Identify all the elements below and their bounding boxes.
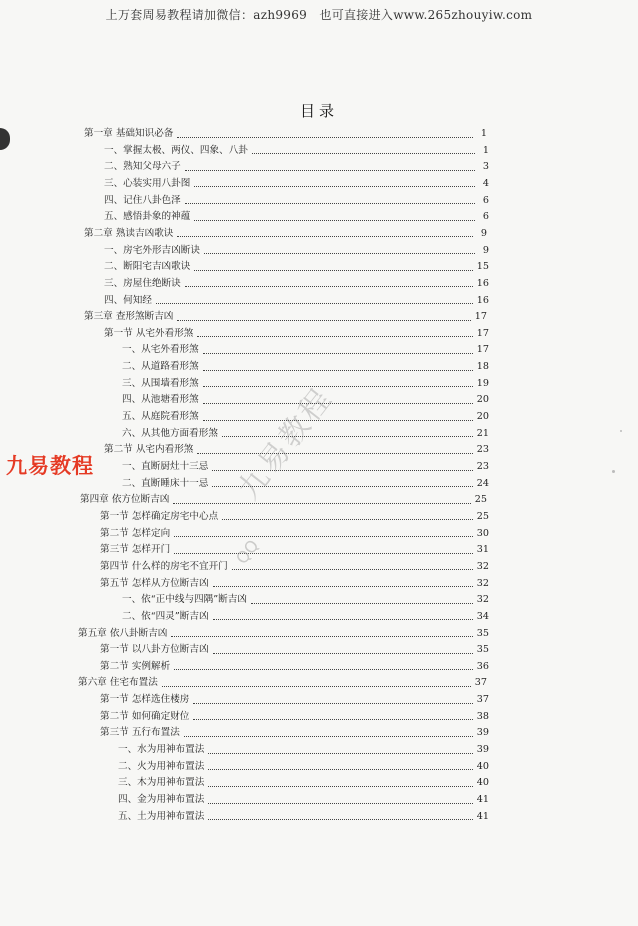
toc-entry-page: 32 bbox=[476, 560, 489, 572]
toc-entry-section[interactable] bbox=[100, 692, 489, 708]
scan-speck bbox=[620, 430, 622, 432]
toc-entry-title: 六、从其他方面看形煞 bbox=[122, 427, 218, 439]
toc-leader-dots bbox=[174, 669, 473, 670]
scan-edge-mark bbox=[0, 128, 10, 150]
toc-entry-title: 第四章 依方位断吉凶 bbox=[80, 494, 170, 506]
toc-entry-page: 35 bbox=[476, 644, 489, 656]
toc-entry-page: 20 bbox=[476, 411, 489, 423]
toc-leader-dots bbox=[208, 786, 472, 787]
toc-entry-chapter-5[interactable] bbox=[78, 626, 489, 642]
toc-entry-title: 四、从池塘看形煞 bbox=[122, 394, 199, 406]
toc-entry[interactable] bbox=[104, 176, 489, 192]
toc-entry-page: 34 bbox=[476, 610, 489, 622]
toc-leader-dots bbox=[213, 619, 473, 620]
toc-entry-chapter-6[interactable] bbox=[78, 675, 487, 691]
toc-entry-section[interactable] bbox=[100, 576, 489, 592]
toc-leader-dots bbox=[194, 270, 472, 271]
toc-entry-page: 1 bbox=[480, 128, 487, 139]
toc-entry-title: 第一节 从宅外看形煞 bbox=[104, 327, 194, 339]
toc-leader-dots bbox=[232, 569, 473, 570]
toc-entry-title: 五、感悟卦象的神蕴 bbox=[104, 211, 191, 223]
toc-entry-page: 39 bbox=[476, 744, 489, 756]
toc-entry-section[interactable] bbox=[100, 642, 489, 658]
toc-leader-dots bbox=[208, 803, 472, 804]
toc-entry-chapter-4[interactable] bbox=[80, 492, 487, 508]
toc-entry-title: 第二节 怎样定向 bbox=[100, 527, 171, 539]
toc-entry-page: 18 bbox=[476, 361, 489, 373]
toc-entry-title: 第一节 怎样选住楼房 bbox=[100, 694, 190, 706]
toc-entry-title: 第一章 基础知识必备 bbox=[84, 128, 174, 139]
toc-entry[interactable] bbox=[118, 792, 489, 808]
toc-entry[interactable] bbox=[104, 143, 489, 159]
toc-leader-dots bbox=[213, 586, 473, 587]
toc-entry-title: 第三节 怎样开门 bbox=[100, 544, 171, 556]
toc-leader-dots bbox=[204, 253, 475, 254]
toc-leader-dots bbox=[177, 320, 470, 321]
toc-leader-dots bbox=[185, 286, 473, 287]
toc-leader-dots bbox=[174, 553, 473, 554]
toc-entry-title: 三、从围墙看形煞 bbox=[122, 377, 199, 389]
toc-entry-page: 4 bbox=[482, 177, 489, 189]
toc-entry-title: 一、房宅外形吉凶断诀 bbox=[104, 244, 200, 256]
toc-entry-title: 第三章 查形煞断吉凶 bbox=[84, 311, 174, 323]
toc-entry-page: 32 bbox=[476, 594, 489, 606]
toc-entry-page: 41 bbox=[476, 794, 489, 805]
toc-entry-section[interactable] bbox=[104, 326, 489, 342]
toc-entry-title: 第四节 什么样的房宅不宜开门 bbox=[100, 560, 228, 572]
toc-entry-page: 40 bbox=[476, 777, 489, 789]
toc-entry[interactable] bbox=[104, 243, 489, 259]
toc-entry-title: 四、金为用神布置法 bbox=[118, 794, 205, 805]
toc-entry-section[interactable] bbox=[100, 709, 489, 725]
toc-leader-dots bbox=[194, 220, 475, 221]
toc-entry-title: 四、何知经 bbox=[104, 294, 152, 306]
toc-entry[interactable] bbox=[104, 259, 489, 275]
toc-entry-page: 9 bbox=[482, 244, 489, 256]
toc-leader-dots bbox=[203, 370, 473, 371]
toc-entry-page: 30 bbox=[476, 527, 489, 539]
toc-leader-dots bbox=[208, 769, 472, 770]
toc-entry-page: 31 bbox=[476, 544, 489, 556]
toc-leader-dots bbox=[171, 636, 472, 637]
toc-entry-section[interactable] bbox=[100, 725, 489, 741]
toc-entry[interactable] bbox=[122, 359, 489, 375]
page-header-notice: 上万套周易教程请加微信：azh9969 也可直接进入www.265zhouyiw.com bbox=[105, 8, 533, 22]
toc-entry-title: 三、木为用神布置法 bbox=[118, 777, 205, 789]
toc-entry-page: 36 bbox=[476, 660, 489, 672]
toc-entry-page: 15 bbox=[476, 261, 489, 273]
toc-entry[interactable] bbox=[118, 759, 489, 775]
toc-leader-dots bbox=[252, 153, 475, 154]
toc-entry-title: 第一节 以八卦方位断吉凶 bbox=[100, 644, 209, 656]
toc-entry-title: 第五节 怎样从方位断吉凶 bbox=[100, 577, 209, 589]
toc-entry-title: 第二节 从宅内看形煞 bbox=[104, 444, 194, 456]
toc-entry-title: 一、从宅外看形煞 bbox=[122, 344, 199, 356]
toc-entry[interactable] bbox=[122, 342, 489, 358]
jiuyi-logo: 九易教程 bbox=[6, 454, 94, 478]
scan-speck bbox=[612, 470, 615, 473]
toc-entry-chapter-2[interactable] bbox=[84, 226, 487, 242]
toc-entry-title: 第六章 住宅布置法 bbox=[78, 677, 158, 689]
toc-leader-dots bbox=[174, 536, 473, 537]
toc-leader-dots bbox=[203, 386, 473, 387]
toc-entry[interactable] bbox=[122, 609, 489, 625]
toc-entry[interactable] bbox=[104, 209, 489, 225]
toc-leader-dots bbox=[213, 653, 473, 654]
toc-entry[interactable] bbox=[104, 293, 489, 309]
toc-entry-title: 一、直断厨灶十三忌 bbox=[122, 461, 209, 472]
toc-entry-title: 第二节 实例解析 bbox=[100, 660, 171, 672]
toc-entry-page: 39 bbox=[476, 727, 489, 739]
toc-entry-title: 二、熟知父母六子 bbox=[104, 161, 181, 173]
toc-leader-dots bbox=[162, 686, 471, 687]
toc-entry-title: 五、从庭院看形煞 bbox=[122, 411, 199, 423]
toc-entry-page: 40 bbox=[476, 760, 489, 772]
toc-leader-dots bbox=[222, 519, 473, 520]
toc-leader-dots bbox=[177, 236, 473, 237]
toc-entry-section[interactable] bbox=[100, 659, 489, 675]
toc-entry-page: 25 bbox=[474, 494, 487, 506]
toc-entry-page: 23 bbox=[476, 444, 489, 456]
toc-entry-title: 三、房屋住绝断诀 bbox=[104, 277, 181, 289]
toc-leader-dots bbox=[208, 753, 472, 754]
toc-entry[interactable] bbox=[118, 809, 489, 825]
toc-entry-title: 一、依“正中线与四隅”断吉凶 bbox=[122, 594, 247, 606]
toc-entry[interactable] bbox=[104, 193, 489, 209]
toc-entry-title: 二、断阳宅吉凶歌诀 bbox=[104, 261, 191, 273]
toc-leader-dots bbox=[251, 603, 473, 604]
toc-entry[interactable] bbox=[118, 775, 489, 791]
toc-entry-page: 41 bbox=[476, 810, 489, 822]
toc-leader-dots bbox=[193, 703, 472, 704]
toc-leader-dots bbox=[156, 303, 473, 304]
watermark-qq-text: QQ bbox=[232, 536, 263, 568]
toc-leader-dots bbox=[194, 186, 475, 187]
toc-entry-page: 17 bbox=[476, 344, 489, 356]
toc-entry[interactable] bbox=[104, 159, 489, 175]
toc-leader-dots bbox=[177, 137, 473, 138]
toc-leader-dots bbox=[184, 736, 473, 737]
toc-entry-title: 一、掌握太极、两仪、四象、八卦 bbox=[104, 144, 248, 156]
toc-entry-page: 20 bbox=[476, 394, 489, 406]
toc-entry-chapter-1[interactable] bbox=[84, 126, 487, 142]
toc-entry-title: 五、土为用神布置法 bbox=[118, 810, 205, 822]
toc-entry-title: 第二节 如何确定财位 bbox=[100, 710, 190, 722]
toc-entry-title: 第二章 熟读吉凶歌诀 bbox=[84, 227, 174, 239]
toc-entry[interactable] bbox=[122, 476, 489, 492]
toc-leader-dots bbox=[197, 336, 472, 337]
toc-entry-page: 23 bbox=[476, 461, 489, 472]
toc-leader-dots bbox=[185, 170, 475, 171]
toc-entry-page: 6 bbox=[482, 211, 489, 223]
toc-entry-title: 二、依“四灵”断吉凶 bbox=[122, 610, 209, 622]
toc-entry-title: 二、火为用神布置法 bbox=[118, 760, 205, 772]
toc-entry-page: 6 bbox=[482, 194, 489, 206]
toc-leader-dots bbox=[197, 453, 472, 454]
toc-entry[interactable] bbox=[118, 742, 489, 758]
toc-entry-section[interactable] bbox=[100, 526, 489, 542]
toc-entry-chapter-3[interactable] bbox=[84, 309, 487, 325]
toc-entry-title: 二、直断睡床十一忌 bbox=[122, 477, 209, 489]
toc-entry-section[interactable] bbox=[100, 559, 489, 575]
toc-leader-dots bbox=[193, 719, 472, 720]
toc-entry[interactable] bbox=[122, 459, 489, 475]
toc-entry-page: 32 bbox=[476, 577, 489, 589]
toc-entry-page: 19 bbox=[476, 377, 489, 389]
toc-entry[interactable] bbox=[122, 592, 489, 608]
toc-entry-page: 21 bbox=[476, 427, 489, 439]
toc-leader-dots bbox=[185, 203, 475, 204]
toc-entry-page: 17 bbox=[476, 327, 489, 339]
toc-entry-page: 38 bbox=[476, 710, 489, 722]
toc-entry-page: 37 bbox=[476, 694, 489, 706]
toc-entry-page: 24 bbox=[476, 477, 489, 489]
toc-entry-section[interactable] bbox=[100, 542, 489, 558]
toc-entry-page: 3 bbox=[482, 161, 489, 173]
toc-entry-page: 16 bbox=[476, 277, 489, 289]
toc-entry-title: 第五章 依八卦断吉凶 bbox=[78, 627, 168, 639]
toc-entry-title: 二、从道路看形煞 bbox=[122, 361, 199, 373]
toc-entry-title: 三、心装实用八卦图 bbox=[104, 177, 191, 189]
toc-entry-title: 第三节 五行布置法 bbox=[100, 727, 180, 739]
toc-entry-page: 25 bbox=[476, 510, 489, 522]
toc-leader-dots bbox=[208, 819, 472, 820]
toc-entry-title: 第一节 怎样确定房宅中心点 bbox=[100, 510, 219, 522]
toc-entry-page: 1 bbox=[482, 144, 489, 156]
toc-entry-title: 四、记住八卦色泽 bbox=[104, 194, 181, 206]
toc-entry-title: 一、水为用神布置法 bbox=[118, 744, 205, 756]
toc-leader-dots bbox=[203, 420, 473, 421]
toc-entry-page: 16 bbox=[476, 294, 489, 306]
toc-leader-dots bbox=[173, 503, 470, 504]
toc-title: 目录 bbox=[299, 102, 338, 120]
toc-entry-section[interactable] bbox=[100, 509, 489, 525]
toc-entry-page: 17 bbox=[474, 311, 487, 323]
toc-entry-page: 35 bbox=[476, 627, 489, 639]
toc-entry-page: 9 bbox=[480, 227, 487, 239]
toc-leader-dots bbox=[203, 353, 473, 354]
watermark-text: 九易教程 bbox=[231, 380, 341, 507]
toc-entry-page: 37 bbox=[474, 677, 487, 689]
toc-entry[interactable] bbox=[104, 276, 489, 292]
